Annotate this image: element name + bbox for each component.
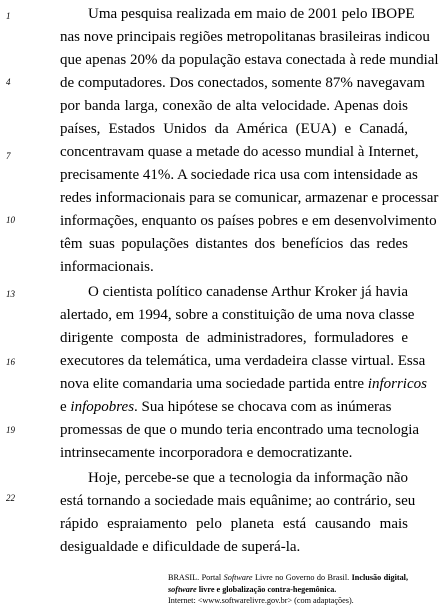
text-line: informações, enquanto os países pobres e em desenvolvimento — [60, 213, 437, 229]
text-line: por banda larga, conexão de alta velocidade. Apenas dois — [60, 98, 408, 114]
citation-title-software: software — [168, 584, 197, 594]
line-number: 1 — [6, 11, 11, 21]
text-line: rápido espraiamento pelo planeta está causando mais — [60, 516, 408, 532]
text-segment: nova elite comandaria uma sociedade partida entre — [60, 376, 365, 392]
text-line: redes informacionais para se comunicar, armazenar e processar — [60, 190, 439, 206]
text-line: intrinsecamente incorporadora e democratizante. — [60, 445, 353, 461]
text-line: nas nove principais regiões metropolitanas brasileiras indicou — [60, 29, 430, 45]
line-number: 22 — [6, 493, 15, 503]
citation-title-2: livre e globalização contra-hegemônica. — [198, 584, 337, 594]
text-line — [60, 374, 427, 394]
text-line: está tornando a sociedade mais equânime; ao contrário, seu — [60, 493, 416, 509]
line-number: 13 — [6, 289, 15, 299]
text-line: dirigente composta de administradores, formuladores e — [60, 330, 408, 346]
text-segment: e — [60, 399, 67, 415]
text-line: têm suas populações distantes dos benefícios das redes — [60, 236, 408, 252]
text-line: países, Estados Unidos da América (EUA) e Canadá, — [60, 121, 408, 137]
text-line: que apenas 20% da população estava conectada à rede mundial — [60, 52, 439, 68]
text-line: O cientista político canadense Arthur Kroker já havia — [88, 284, 408, 300]
line-number: 4 — [6, 77, 11, 87]
text-line: de computadores. Dos conectados, somente 87% navegavam — [60, 75, 425, 91]
text-line: desigualdade e dificuldade de superá-la. — [60, 539, 301, 555]
text-line — [60, 397, 408, 417]
emphasis-term: infopobres — [70, 399, 135, 415]
citation-title-1: Inclusão digital, — [351, 573, 409, 582]
citation-software: Software — [223, 573, 253, 582]
text-line: executores da telemática, uma verdadeira classe virtual. Essa — [60, 353, 426, 369]
text-line: Hoje, percebe-se que a tecnologia da informação não — [88, 470, 408, 486]
text-line: Uma pesquisa realizada em maio de 2001 pelo IBOPE — [88, 6, 415, 22]
text-line: precisamente 41%. A sociedade rica usa com intensidade as — [60, 167, 418, 183]
citation-internet: Internet: <www.softwarelivre.gov.br> (com adaptações). — [168, 596, 354, 605]
text-line: informacionais. — [60, 259, 154, 275]
citation-mid: Livre no Governo do Brasil. — [254, 573, 350, 582]
emphasis-term: inforricos — [367, 376, 427, 392]
line-number: 7 — [6, 151, 11, 161]
text-segment: . Sua hipótese se chocava com as inúmeras — [134, 399, 392, 415]
text-line: promessas de que o mundo teria encontrado uma tecnologia — [60, 422, 420, 438]
line-number: 10 — [6, 215, 15, 225]
text-line: alertado, em 1994, sobre a constituição de uma nova classe — [60, 307, 415, 323]
source-citation — [168, 572, 408, 607]
line-number: 19 — [6, 425, 15, 435]
text-line: concentravam quase a metade do acesso mundial à Internet, — [60, 144, 419, 160]
citation-prefix: BRASIL. Portal — [168, 573, 222, 582]
line-number: 16 — [6, 357, 15, 367]
